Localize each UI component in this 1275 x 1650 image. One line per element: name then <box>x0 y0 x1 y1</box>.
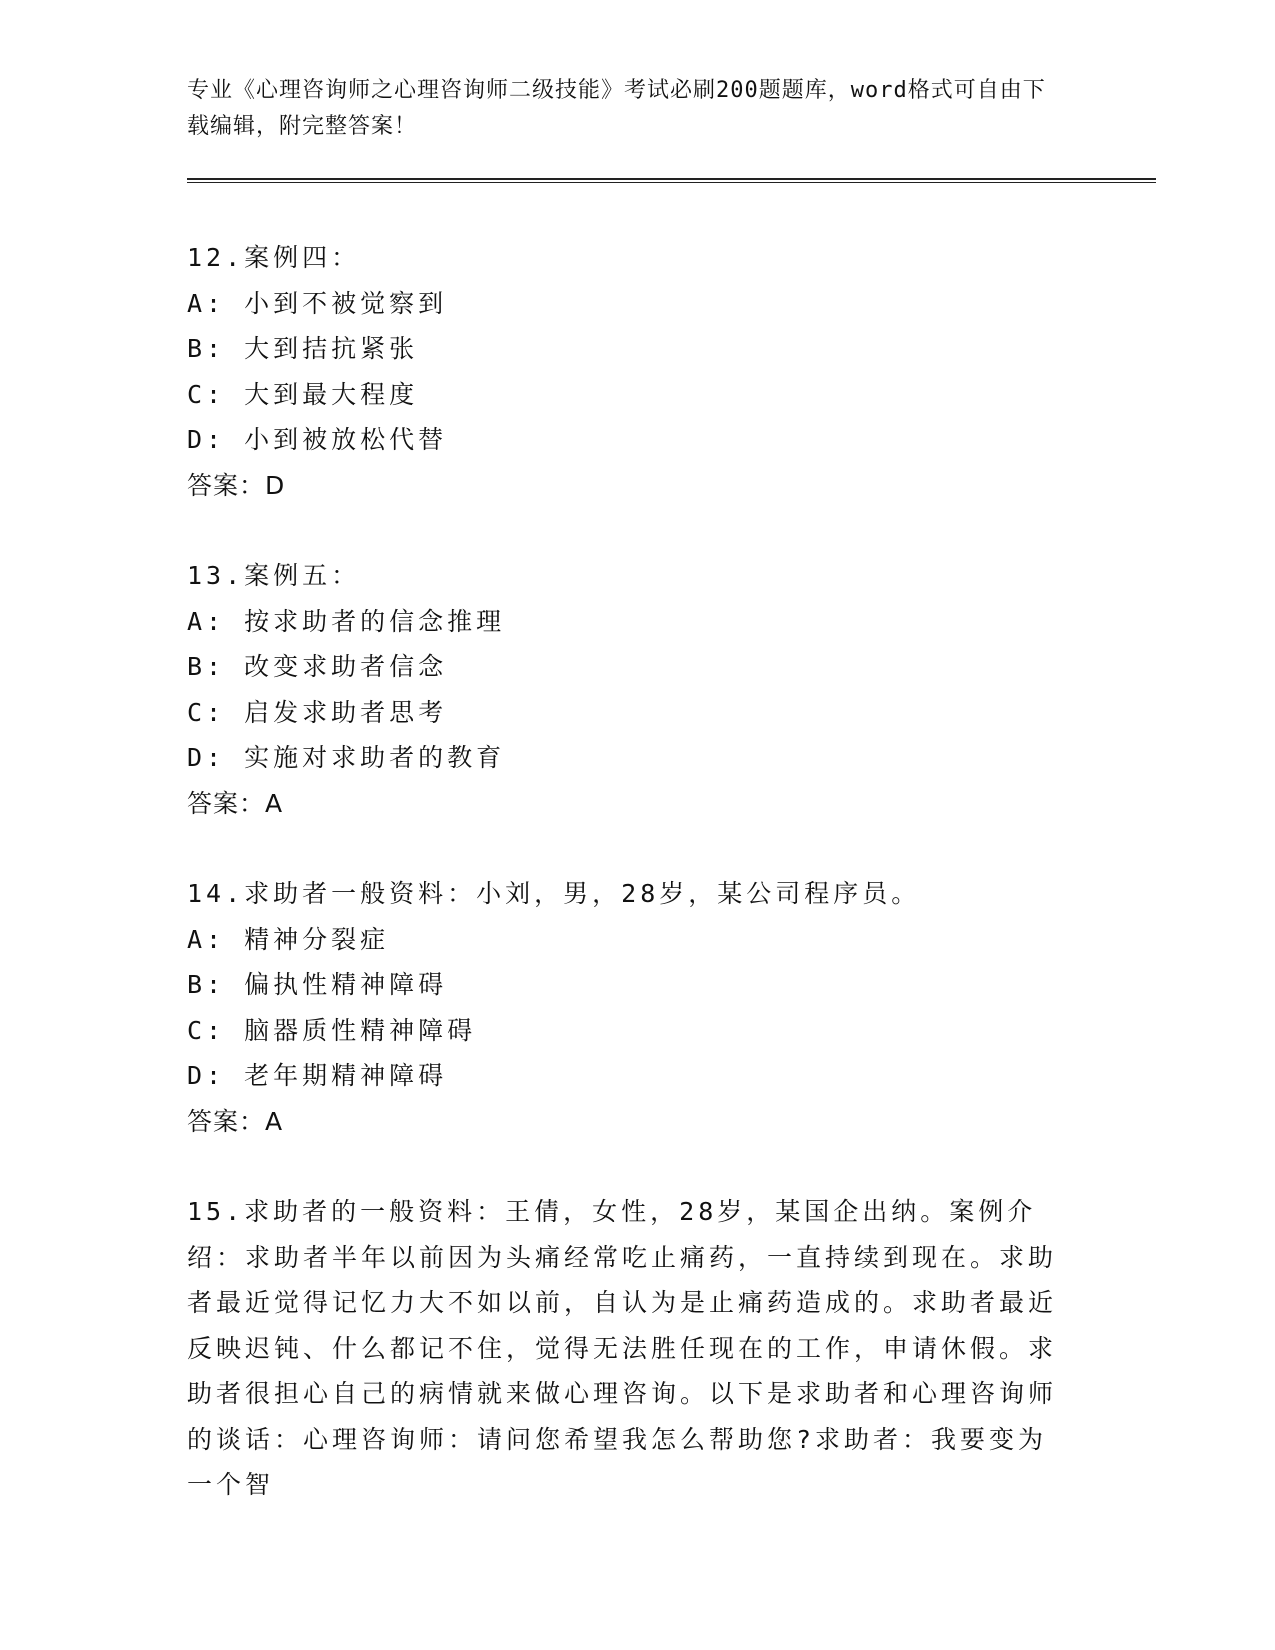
question-stem: 15.求助者的一般资料：王倩，女性，28岁，某国企出纳。案例介绍：求助者半年以前因为头痛经常吃止痛药，一直持续到现在。求助者最近觉得记忆力大不如以前，自认为是止痛药造成的。求助者最近反映迟钝、什么都记不住，觉得无法胜任现在的工作，申请休假。求助者很担心自己的病情就来做心理咨询。以下是求助者和心理咨询师的谈话：心理咨询师：请问您希望我怎么帮助您?求助者：我要变为一个智 <box>187 1197 1058 1499</box>
option-a: A: 按求助者的信念推理 <box>187 606 506 636</box>
option-c: C: 大到最大程度 <box>187 379 419 409</box>
option-d: D: 实施对求助者的教育 <box>187 743 506 772</box>
option-d: D: 老年期精神障碍 <box>187 1061 448 1090</box>
option-b: B: 大到拮抗紧张 <box>187 334 419 363</box>
question-stem: 13.案例五： <box>187 561 361 590</box>
question-15 <box>187 1189 1077 1508</box>
question-13 <box>187 553 1077 826</box>
question-14 <box>187 871 1077 1144</box>
question-stem: 14.求助者一般资料：小刘，男，28岁，某公司程序员。 <box>187 879 921 908</box>
question-12 <box>187 235 1077 508</box>
option-a: A: 小到不被觉察到 <box>187 288 448 318</box>
option-d: D: 小到被放松代替 <box>187 425 448 454</box>
question-list <box>187 235 1077 1553</box>
answer-line: 答案：A <box>187 788 284 818</box>
answer-line: 答案：A <box>187 1106 284 1136</box>
option-c: C: 脑器质性精神障碍 <box>187 1015 477 1045</box>
header-divider-thin <box>187 182 1156 183</box>
question-stem: 12.案例四： <box>187 243 361 272</box>
option-a: A: 精神分裂症 <box>187 924 390 954</box>
document-header <box>187 73 1067 145</box>
option-b: B: 偏执性精神障碍 <box>187 970 448 999</box>
answer-line: 答案：D <box>187 470 286 500</box>
header-text: 专业《心理咨询师之心理咨询师二级技能》考试必刷200题题库，word格式可自由下载编辑，附完整答案！ <box>187 78 1046 139</box>
option-c: C: 启发求助者思考 <box>187 697 448 727</box>
header-divider-thick <box>187 178 1156 180</box>
option-b: B: 改变求助者信念 <box>187 652 448 681</box>
